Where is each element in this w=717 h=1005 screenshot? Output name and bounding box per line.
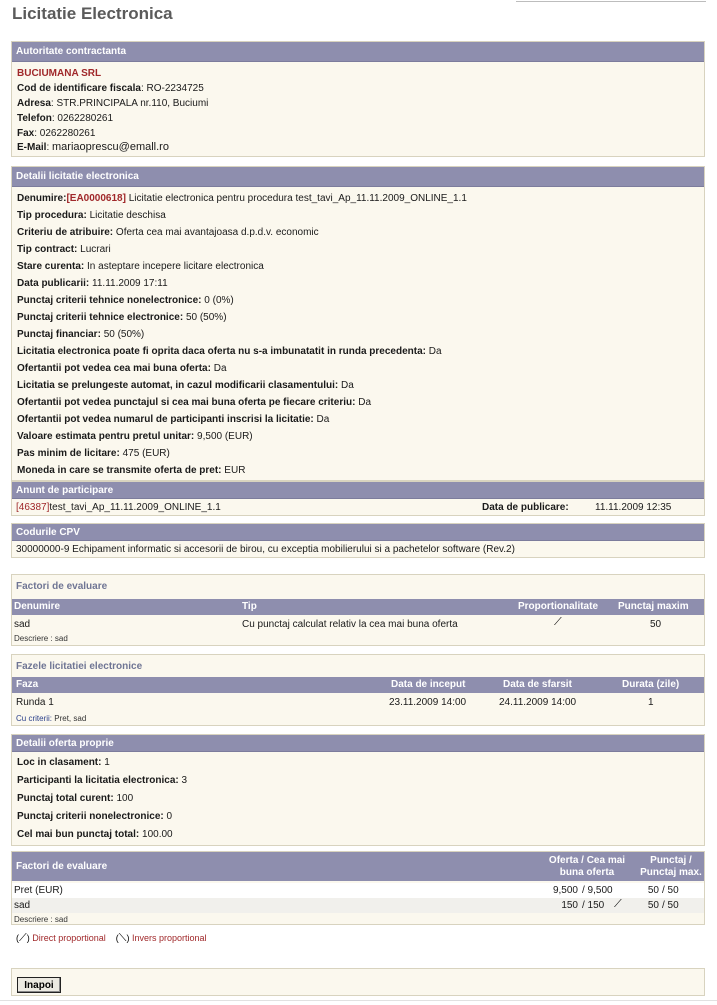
factori-title: Factori de evaluare: [16, 581, 108, 592]
details-field-row: Punctaj financiar: 50 (50%): [17, 329, 145, 340]
factor-tip: Cu punctaj calculat relativ la cea mai buna oferta: [242, 619, 458, 630]
factor2-oferta: 150: [561, 900, 578, 911]
authority-header: Autoritate contractanta: [12, 42, 704, 62]
faza-durata: 1: [648, 697, 654, 708]
details-field-row: Pas minim de licitare: 475 (EUR): [17, 448, 170, 459]
factor2-description: Descriere : sad: [14, 915, 68, 924]
authority-email: E-Mail: mariaoprescu@emall.ro: [17, 141, 169, 153]
pencil-icon: ⟋: [554, 616, 562, 628]
legend: (⟋) Direct proportional (⟍) Invers proportional: [16, 932, 207, 944]
oferta-field-row: Loc in clasament: 1: [17, 757, 110, 768]
table-row: [12, 898, 704, 913]
factor2-max: / 50: [662, 900, 679, 911]
details-field-row: Licitatia electronica poate fi oprita daca oferta nu s-a imbunatatit in runda precedenta: Da: [17, 346, 442, 357]
factor2-max: / 50: [662, 885, 679, 896]
factor2-best: / 9,500: [582, 885, 613, 896]
details-header: Detalii licitatie electronica: [12, 167, 704, 187]
oferta-field-row: Punctaj total curent: 100: [17, 793, 134, 804]
col-punctaj: Punctaj / Punctaj max.: [640, 855, 702, 878]
col-proportionalitate: Proportionalitate: [518, 601, 599, 612]
authority-address: Adresa: STR.PRINCIPALA nr.110, Buciumi: [17, 98, 209, 109]
pencil-icon: ⟋: [614, 898, 622, 910]
faza-criterii: Cu criterii: Pret, sad: [16, 714, 87, 723]
faze-panel: [11, 654, 705, 726]
oferta-field-row: Punctaj criterii nonelectronice: 0: [17, 811, 173, 822]
col-tip: Tip: [242, 601, 257, 612]
col-punctaj-maxim: Punctaj maxim: [618, 601, 689, 612]
factor2-name: sad: [14, 900, 31, 911]
actions-panel: [11, 968, 705, 996]
details-field-row: Valoare estimata pentru pretul unitar: 9,500 (EUR): [17, 431, 253, 442]
cpv-value: 30000000-9 Echipament informatic si accesorii de birou, cu exceptia mobilierului si a pachetelor software (Rev.2): [16, 544, 515, 555]
factor2-name: Pret (EUR): [14, 885, 63, 896]
faze-table-header: [12, 677, 704, 693]
col-data-sfarsit: Data de sfarsit: [503, 679, 572, 690]
oferta-field-row: Cel mai bun punctaj total: 100.00: [17, 829, 173, 840]
legend-direct: Direct proportional: [32, 933, 106, 943]
factor-punctaj: 50: [650, 619, 662, 630]
table-row: [12, 883, 704, 898]
back-button[interactable]: Inapoi: [17, 977, 61, 993]
faza-name: Runda 1: [16, 697, 54, 708]
cpv-panel: [11, 523, 705, 558]
factori2-panel: [11, 851, 705, 925]
factori2-header: [12, 852, 704, 881]
authority-cif: Cod de identificare fiscala: RO-2234725: [17, 83, 204, 94]
factori-panel: [11, 574, 705, 646]
col-denumire: Denumire: [14, 601, 61, 612]
factor-description: Descriere : sad: [14, 634, 68, 643]
factor2-best: / 150: [582, 900, 605, 911]
col-oferta: Oferta / Cea mai buna oferta: [548, 855, 626, 878]
faza-end: 24.11.2009 14:00: [499, 697, 577, 708]
factori-table-header: [12, 599, 704, 615]
details-field-row: Stare curenta: In asteptare incepere licitare electronica: [17, 261, 264, 272]
details-field-row: Ofertantii pot vedea numarul de participanti inscrisi la licitatie: Da: [17, 414, 330, 425]
authority-phone: Telefon: 0262280261: [17, 113, 114, 124]
inverse-slash-icon: ⟍: [118, 932, 127, 944]
col-data-inceput: Data de inceput: [391, 679, 466, 690]
anunt-link[interactable]: [46387]test_tavi_Ap_11.11.2009_ONLINE_1.1: [16, 502, 221, 513]
anunt-date-label: Data de publicare:: [482, 502, 569, 513]
details-field-row: Ofertantii pot vedea punctajul si cea mai buna oferta pe fiecare criteriu: Da: [17, 397, 372, 408]
bottom-divider: [0, 1000, 717, 1001]
details-field-row: Punctaj criterii tehnice nonelectronice: 0 (0%): [17, 295, 234, 306]
anunt-panel: [11, 481, 705, 516]
details-field-row: Moneda in care se transmite oferta de pret: EUR: [17, 465, 246, 476]
factor2-oferta: 9,500: [552, 885, 578, 896]
authority-panel: [11, 41, 705, 157]
col-durata: Durata (zile): [622, 679, 680, 690]
oferta-panel: [11, 734, 705, 846]
details-field-row: Punctaj criterii tehnice electronice: 50 (50%): [17, 312, 227, 323]
factor2-punctaj: 50: [647, 900, 659, 911]
details-field-row: Data publicarii: 11.11.2009 17:11: [17, 278, 168, 289]
details-field-row: Criteriu de atribuire: Oferta cea mai avantajoasa d.p.d.v. economic: [17, 227, 319, 238]
pencil-icon: ⟋: [19, 932, 27, 944]
oferta-field-row: Participanti la licitatia electronica: 3: [17, 775, 188, 786]
details-field-row: Tip contract: Lucrari: [17, 244, 111, 255]
factor-name: sad: [14, 619, 31, 630]
col-faza: Faza: [16, 679, 39, 690]
page-title: Licitatie Electronica: [12, 4, 173, 23]
details-panel: [11, 166, 705, 481]
cpv-header: Codurile CPV: [12, 524, 704, 541]
authority-fax: Fax: 0262280261: [17, 128, 96, 139]
details-field-row: Licitatia se prelungeste automat, in cazul modificarii clasamentului: Da: [17, 380, 354, 391]
details-field-row: Tip procedura: Licitatie deschisa: [17, 210, 166, 221]
factor2-punctaj: 50: [647, 885, 659, 896]
details-field-row: Ofertantii pot vedea cea mai buna oferta: Da: [17, 363, 227, 374]
oferta-header: Detalii oferta proprie: [12, 735, 704, 752]
faze-title: Fazele licitatiei electronice: [16, 661, 143, 672]
details-denumire: Denumire:[EA0000618] Licitatie electronica pentru procedura test_tavi_Ap_11.11.2009_ONLINE_1.1: [17, 193, 467, 204]
anunt-header: Anunt de participare: [12, 482, 704, 499]
faza-start: 23.11.2009 14:00: [389, 697, 467, 708]
legend-invers: Invers proportional: [132, 933, 207, 943]
factori2-title: Factori de evaluare: [16, 861, 108, 872]
top-divider: [516, 0, 706, 2]
authority-name: BUCIUMANA SRL: [17, 68, 102, 79]
anunt-date-value: 11.11.2009 12:35: [595, 502, 672, 513]
